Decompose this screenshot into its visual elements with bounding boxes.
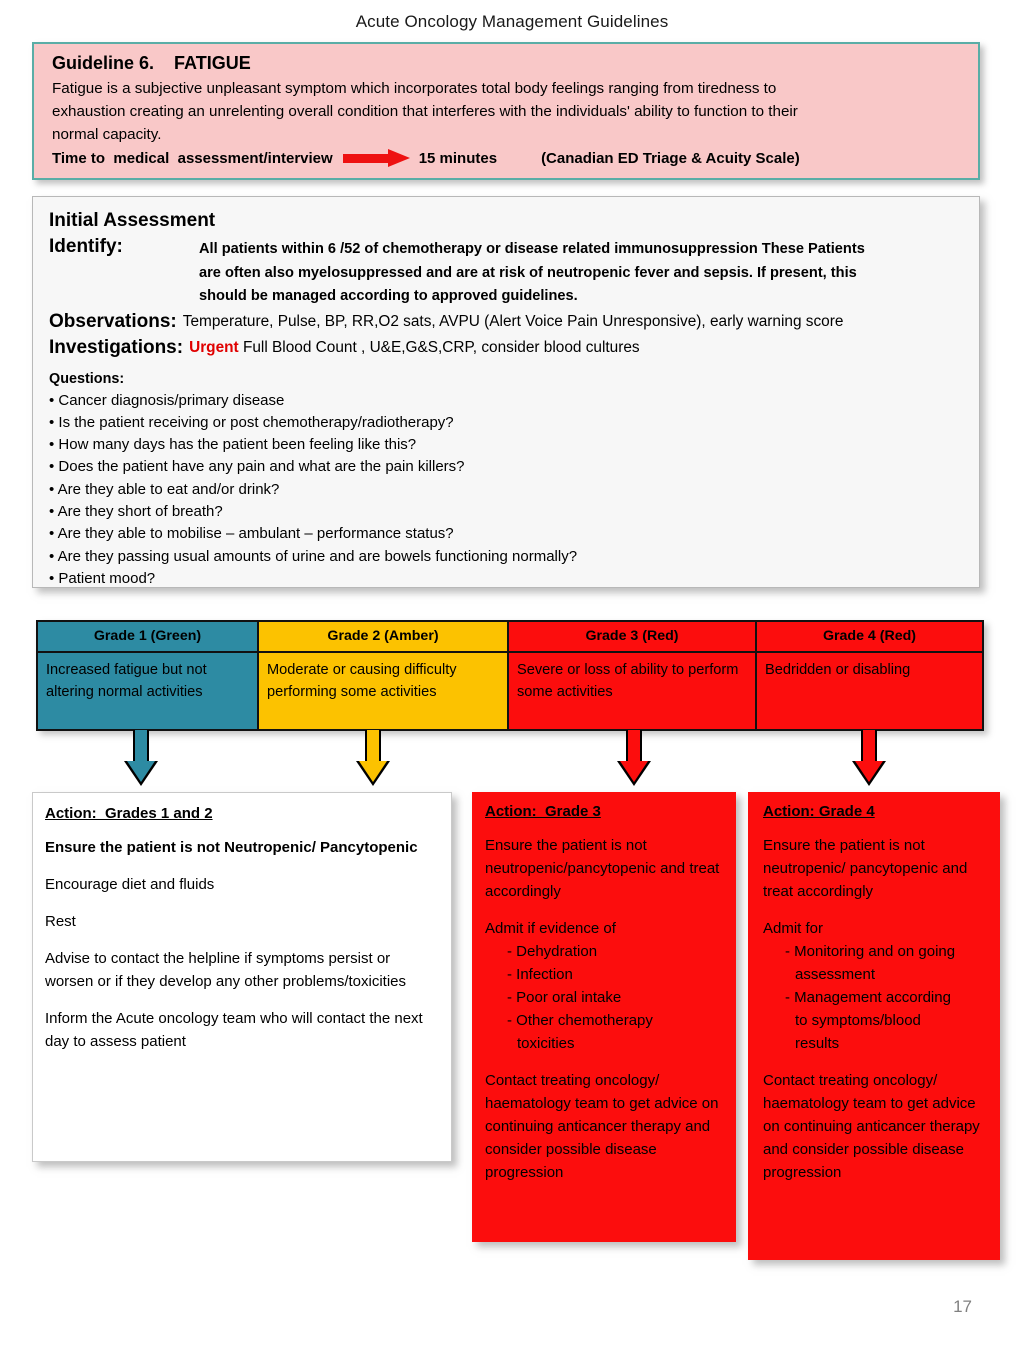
admit-item: - Poor oral intake bbox=[507, 989, 622, 1006]
action-item: Rest bbox=[45, 913, 76, 930]
action-intro: Ensure the patient is not neutropenic/ pancytopenic and treat accordingly bbox=[763, 837, 968, 900]
identify-row bbox=[49, 234, 965, 309]
observations-label: Observations: bbox=[49, 310, 177, 332]
time-to-assessment-label: Time to medical assessment/interview bbox=[52, 149, 333, 167]
action-title: Action: Grade 4 bbox=[763, 803, 875, 820]
column-header: Grade 2 (Amber) bbox=[259, 622, 507, 653]
list-item: • How many days has the patient been feeling like this? bbox=[49, 436, 417, 454]
action-item: Encourage diet and fluids bbox=[45, 876, 215, 893]
identify-body bbox=[199, 234, 865, 309]
guideline-description-line: normal capacity. bbox=[52, 126, 162, 143]
admit-item: - Infection bbox=[507, 966, 573, 983]
page-title: Acute Oncology Management Guidelines bbox=[355, 12, 669, 31]
list-item: • Cancer diagnosis/primary disease bbox=[49, 391, 285, 409]
investigations-label: Investigations: bbox=[49, 336, 184, 358]
guideline-heading: Guideline 6. FATIGUE bbox=[52, 53, 251, 73]
observations-row bbox=[49, 309, 965, 335]
admit-item: - Monitoring and on going bbox=[785, 943, 956, 960]
assessment-title: Initial Assessment bbox=[49, 210, 216, 231]
time-to-assessment-value: 15 minutes bbox=[418, 149, 498, 167]
investigations-value-group bbox=[183, 335, 640, 361]
list-item: • Are they passing usual amounts of urine and are bowels functioning normally? bbox=[49, 547, 578, 565]
column-header: Grade 1 (Green) bbox=[38, 622, 257, 653]
down-arrow-icon-grade-1 bbox=[124, 730, 158, 786]
investigations-value: Full Blood Count , U&E,G&S,CRP, consider blood cultures bbox=[242, 338, 640, 356]
triage-scale-source: (Canadian ED Triage & Acuity Scale) bbox=[541, 149, 800, 167]
admit-label: Admit for bbox=[763, 920, 824, 937]
action-item: Inform the Acute oncology team who will contact the next day to assess patient bbox=[45, 1010, 423, 1050]
table-cell: Severe or loss of ability to perform some activities bbox=[517, 662, 739, 700]
identify-label: Identify: bbox=[49, 236, 123, 257]
table-column-grade-3 bbox=[508, 620, 756, 731]
column-header: Grade 4 (Red) bbox=[757, 622, 982, 653]
questions-label: Questions: bbox=[49, 370, 125, 387]
down-arrow-icon-grade-3 bbox=[617, 730, 651, 786]
down-arrow-icon-grade-2 bbox=[356, 730, 390, 786]
list-item: • Does the patient have any pain and what are the pain killers? bbox=[49, 458, 465, 476]
admit-item-continuation: toxicities bbox=[517, 1035, 575, 1052]
list-item: • Patient mood? bbox=[49, 569, 156, 587]
contact-instruction: Contact treating oncology/ haematology team to get advice on continuing anticancer therapy and consider possible disease progression bbox=[763, 1072, 980, 1181]
initial-assessment-panel bbox=[32, 196, 980, 588]
table-column-grade-1 bbox=[36, 620, 258, 731]
contact-instruction: Contact treating oncology/ haematology team to get advice on continuing anticancer therapy and consider possible disease progression bbox=[485, 1072, 719, 1181]
table-column-grade-4 bbox=[756, 620, 984, 731]
identify-line: are often also myelosuppressed and are at risk of neutropenic fever and sepsis. If present, this bbox=[199, 264, 857, 281]
admit-item: - Dehydration bbox=[507, 943, 598, 960]
admit-item-continuation: results bbox=[795, 1035, 840, 1052]
action-title: Action: Grades 1 and 2 bbox=[45, 805, 213, 822]
page-number: 17 bbox=[953, 1297, 972, 1316]
action-item: Advise to contact the helpline if symptoms persist or worsen or if they develop any other problems/toxicities bbox=[45, 950, 407, 990]
table-cell: Bedridden or disabling bbox=[765, 662, 911, 678]
admit-label: Admit if evidence of bbox=[485, 920, 616, 937]
right-arrow-icon bbox=[343, 149, 411, 167]
questions-list bbox=[49, 390, 965, 591]
observations-value: Temperature, Pulse, BP, RR,O2 sats, AVPU (Alert Voice Pain Unresponsive), early warning score bbox=[182, 312, 844, 330]
action-title: Action: Grade 3 bbox=[485, 803, 601, 820]
action-intro: Ensure the patient is not neutropenic/pancytopenic and treat accordingly bbox=[485, 837, 720, 900]
list-item: • Are they short of breath? bbox=[49, 502, 223, 520]
list-item: • Are they able to mobilise – ambulant – performance status? bbox=[49, 525, 454, 543]
urgent-badge: Urgent bbox=[189, 338, 239, 356]
column-header: Grade 3 (Red) bbox=[509, 622, 755, 653]
action-panel-grade-4 bbox=[748, 792, 1000, 1260]
action-panel-grades-1-2 bbox=[32, 792, 452, 1162]
admit-item-continuation: assessment bbox=[795, 966, 876, 983]
action-bold-instruction: Ensure the patient is not Neutropenic/ Pancytopenic bbox=[45, 839, 418, 856]
guideline-banner bbox=[32, 42, 980, 180]
admit-item: - Other chemotherapy bbox=[507, 1012, 653, 1029]
table-column-grade-2 bbox=[258, 620, 508, 731]
list-item: • Are they able to eat and/or drink? bbox=[49, 480, 280, 498]
table-cell: Increased fatigue but not altering normal activities bbox=[46, 662, 207, 700]
list-item: • Is the patient receiving or post chemotherapy/radiotherapy? bbox=[49, 413, 454, 431]
action-panel-grade-3 bbox=[472, 792, 736, 1242]
table-cell: Moderate or causing difficulty performing some activities bbox=[267, 662, 457, 700]
admit-item-continuation: to symptoms/blood bbox=[795, 1012, 921, 1029]
guideline-description-line: Fatigue is a subjective unpleasant symptom which incorporates total body feelings ranging from tiredness to bbox=[52, 80, 777, 97]
grade-severity-table bbox=[36, 620, 984, 731]
identify-line: All patients within 6 /52 of chemotherapy or disease related immunosuppression These Patients bbox=[199, 241, 865, 257]
admit-item: - Management according bbox=[785, 989, 951, 1006]
down-arrow-icon-grade-4 bbox=[852, 730, 886, 786]
guideline-description-line: exhaustion creating an unrelenting overall condition that interferes with the individuals' ability to function to their bbox=[52, 103, 798, 120]
guideline-time-row bbox=[52, 149, 962, 167]
identify-line: should be managed according to approved guidelines. bbox=[199, 288, 578, 304]
investigations-row bbox=[49, 335, 965, 361]
